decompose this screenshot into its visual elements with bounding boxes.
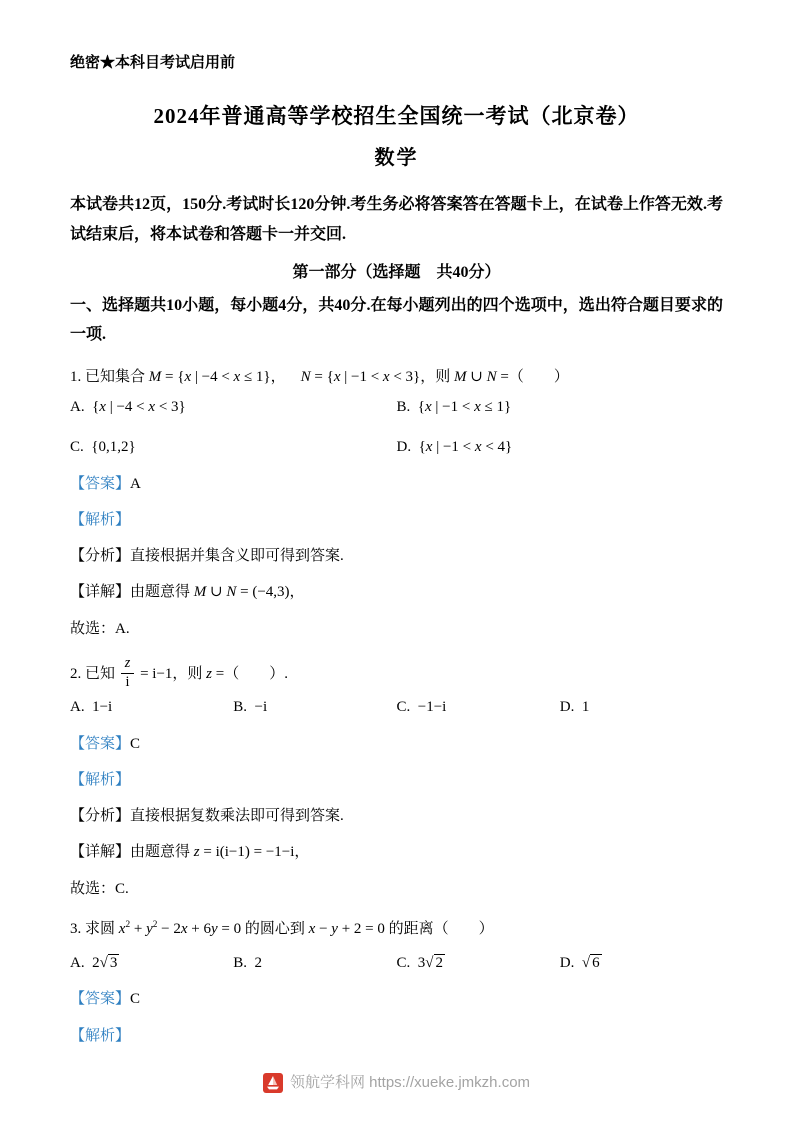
answer-value: C xyxy=(130,991,141,1008)
question-1-option-c: C. {0,1,2} xyxy=(70,439,136,456)
section-description: 一、选择题共10小题，每小题4分，共40分.在每小题列出的四个选项中，选出符合题目要求的一项. xyxy=(70,296,723,344)
question-3-answer-line xyxy=(70,986,723,1012)
question-3-option-a: A. 2√ 3 xyxy=(70,955,118,972)
question-1-stem: 1. 已知集合 M = {x | −4 < x ≤ 1}， N = {x | −1 < x < 3}，则 M ∪ N =（ ） xyxy=(70,368,569,385)
footer-logo-icon xyxy=(263,1073,283,1093)
question-2-option-d: D. 1 xyxy=(559,699,590,716)
question-1-option-a: A. {x | −4 < x < 3} xyxy=(70,399,186,416)
question-2-analysis: 【分析】直接根据复数乘法即可得到答案. xyxy=(70,808,344,825)
question-2-option-a: A. 1−i xyxy=(70,699,113,716)
page-footer xyxy=(0,1070,793,1096)
answer-value: C xyxy=(130,735,141,752)
question-1-option-b: B. {x | −1 < x ≤ 1} xyxy=(396,399,512,416)
question-2 xyxy=(70,656,723,902)
question-3-option-c: C. 3√ 2 xyxy=(396,955,443,972)
exam-title: 2024年普通高等学校招生全国统一考试（北京卷） xyxy=(153,104,640,129)
question-2-detail: 【详解】由题意得 z = i(i−1) = −1−i， xyxy=(70,844,310,861)
section-title: 第一部分（选择题 共40分） xyxy=(292,263,501,281)
question-3 xyxy=(70,916,723,1049)
question-2-analysis-label: 【解析】 xyxy=(70,771,131,788)
question-3-options xyxy=(70,950,723,976)
answer-label: 【答案】 xyxy=(70,991,131,1008)
question-3-analysis-label: 【解析】 xyxy=(70,1027,131,1044)
exam-instructions: 本试卷共12页，150分.考试时长120分钟.考生务必将答案答在答题卡上，在试卷上作答无效.考试结束后，将本试卷和答题卡一并交回. xyxy=(70,196,723,244)
question-1 xyxy=(70,364,723,642)
secrecy-notice: 绝密★本科目考试启用前 xyxy=(70,55,236,71)
question-3-option-d: D. √ 6 xyxy=(559,955,600,972)
question-3-stem: 3. 求圆 $x^2 + y^2 - 2x + 6y = 0$ 的圆心到 x − y + 2 = 0 的距离（ ） xyxy=(70,919,494,937)
question-1-analysis: 【分析】直接根据并集含义即可得到答案. xyxy=(70,548,344,565)
question-3-option-b: B. 2 xyxy=(233,955,263,972)
question-2-option-b: B. −i xyxy=(233,699,268,716)
question-2-conclusion: 故选：C. xyxy=(70,880,129,897)
exam-subject: 数学 xyxy=(374,147,419,169)
answer-label: 【答案】 xyxy=(70,475,131,492)
question-2-option-c: C. −1−i xyxy=(396,699,447,716)
question-1-conclusion: 故选：A. xyxy=(70,620,130,637)
question-1-options xyxy=(70,394,723,461)
question-2-options xyxy=(70,694,723,720)
answer-value: A xyxy=(130,475,141,492)
answer-label: 【答案】 xyxy=(70,735,131,752)
question-1-option-d: D. {x | −1 < x < 4} xyxy=(396,439,513,456)
question-2-answer-line xyxy=(70,731,723,757)
footer-site-text: 领航学科网 https://xueke.jmkzh.com xyxy=(289,1073,531,1091)
question-2-stem: 2. 已知 $\frac{z}{i}$ = i−1，则 z =（ ）. xyxy=(70,654,288,690)
question-1-detail: 【详解】由题意得 M ∪ N = (−4,3)， xyxy=(70,584,305,601)
question-1-analysis-label: 【解析】 xyxy=(70,511,131,528)
question-1-answer-line xyxy=(70,471,723,497)
